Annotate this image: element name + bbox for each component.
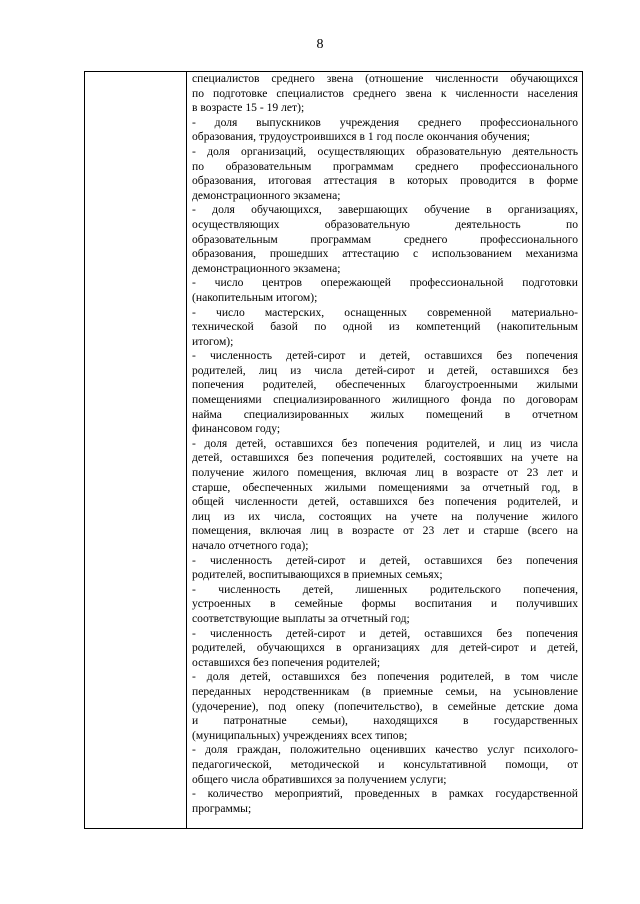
table-text-line: в возрасте 15 - 19 лет); [192,101,305,115]
page-number: 8 [316,37,324,52]
table-text-line: итогом); [192,334,234,348]
table-text-line: демонстрационного экзамена; [192,188,341,202]
table-text-line: технической базой по одной из компетенций (накопительным [192,320,578,334]
document-table [84,71,583,829]
table-text-line: образования, трудоустроившихся в 1 год после окончания обучения; [192,130,531,144]
table-text-line: - численность детей-сирот и детей, оставшихся без попечения [192,349,578,363]
table-text-line: оставшихся без попечения родителей; [192,655,381,669]
table-text-line: соответствующие выплаты за отчетный год; [192,611,410,625]
table-text-line: и патронатные семьи), находящихся в государственных [192,714,578,728]
table-text-line: - численность детей-сирот и детей, оставшихся без попечения [192,626,578,640]
table-text-line: - доля выпускников учреждения среднего профессионального [192,115,578,129]
table-text-line: помещениями специализированного жилищного фонда по договорам [192,393,578,407]
table-text-line: образовательным программам среднего профессионального [192,232,578,246]
table-text-line: образования, прошедших аттестацию с использованием механизма [192,247,578,261]
table-text-line: - число мастерских, оснащенных современной материально- [192,305,578,319]
table-text-line: помещения, включая лиц в возрасте от 23 лет и старше (всего на [192,524,578,538]
table-text-line: осуществляющих образовательную деятельность по [192,217,578,231]
table-text-line: - численность детей-сирот и детей, оставшихся без попечения [192,553,578,567]
table-text-line: попечения родителей, обеспеченных благоустроенными жилыми [192,378,578,392]
table-text-line: по образовательным программам среднего профессионального [192,159,578,173]
table-text-line: демонстрационного экзамена; [192,261,341,275]
table-text-line: (удочерение), под опеку (попечительство), в семейные детские дома [192,699,578,713]
table-text-line: найма специализированных жилых помещений в отчетном [192,407,578,421]
table-text-line: родителей, обучающихся в организациях для детей-сирот и детей, [192,641,578,655]
table-text-line: - доля детей, оставшихся без попечения родителей, и лиц из числа [192,436,578,450]
table-text-line: финансовом году; [192,422,281,436]
table-text-line: детей, оставшихся без попечения родителей, состоявших на учете на [192,451,578,465]
table-text-line: общей численности детей, оставшихся без попечения родителей, и [192,495,578,509]
table-text-line: - численность детей, лишенных родительского попечения, [192,582,578,596]
table-text-line: родителей, лиц из числа детей-сирот и детей, оставшихся без [192,363,578,377]
table-text-line: программы; [192,801,252,815]
table-text-line: по подготовке специалистов среднего звена к численности населения [192,86,578,100]
table-text-line: получение жилого помещения, включая лиц в возрасте от 23 лет и [192,466,578,480]
table-text-line: - доля обучающихся, завершающих обучение в организациях, [192,203,578,217]
table-text-line: устроенных в семейные формы воспитания и получивших [192,597,578,611]
table-text-line: специалистов среднего звена (отношение численности обучающихся [192,72,578,85]
table-text-line: (муниципальных) учреждениях всех типов; [192,728,408,742]
table-text-line: лиц из их числа, состоящих на учете на получение жилого [192,509,578,523]
table-text-line: - доля организаций, осуществляющих образовательную деятельность [192,144,578,158]
table-text-line: (накопительным итогом); [192,290,318,304]
table-text-line: - доля граждан, положительно оценивших качество услуг психолого- [192,743,578,757]
table-text-line: общего числа обратившихся за получением услуги; [192,772,447,786]
table-left-cell [85,72,187,828]
table-text-line: - доля детей, оставшихся без попечения родителей, в том числе [192,670,578,684]
table-text-line: старше, обеспеченных жилыми помещениями за отчетный год, в [192,480,578,494]
table-text-line: - количество мероприятий, проведенных в рамках государственной [192,787,578,801]
table-text-line: - число центров опережающей профессиональной подготовки [192,276,578,290]
table-text-line: переданных неродственникам (в приемные семьи, на усыновление [192,684,578,698]
table-text-line: начало отчетного года); [192,539,309,552]
table-right-cell [187,72,582,828]
table-text-line: образования, итоговая аттестация в которых проводится в форме [192,174,578,188]
table-text-line: педагогической, методической и консультативной помощи, от [192,757,578,771]
table-text-line: родителей, воспитывающихся в приемных семьях; [192,568,443,582]
